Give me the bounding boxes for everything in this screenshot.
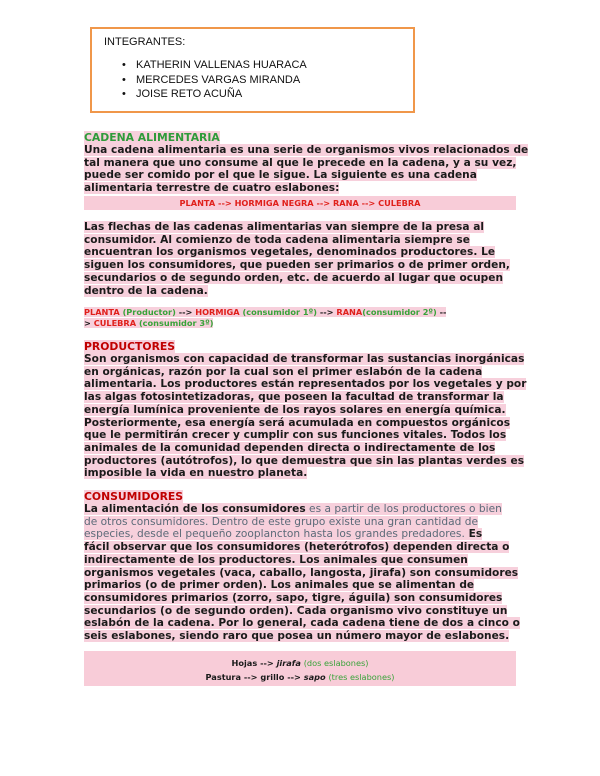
- text-line: que le permitirán crecer y cumplir con sus funciones vitales. Todos los: [84, 429, 507, 442]
- chain-consumidor1: (consumidor 1º): [242, 307, 317, 317]
- member-name: • KATHERIN VALLENAS HUARACA: [122, 58, 401, 73]
- text-line: La alimentación de los consumidores es a partir de los productores o bien: [84, 503, 502, 515]
- section-title-productores: PRODUCTORES: [84, 340, 176, 353]
- chain-consumidor2: (consumidor 2º): [362, 307, 437, 317]
- paragraph-consumidores: [84, 503, 520, 643]
- section-title-cadena: CADENA ALIMENTARIA: [84, 131, 220, 144]
- chain-productor: (Productor): [122, 307, 176, 317]
- example-row: Pastura --> grillo --> sapo (tres eslabones): [205, 672, 395, 682]
- text-line: Las flechas de las cadenas alimentarias van siempre de la presa al: [84, 221, 485, 233]
- chain-planta: PLANTA: [84, 307, 120, 317]
- text-line: tal manera que uno consume al que le precede en la cadena, y a su vez,: [84, 156, 517, 169]
- text-line: secundarios (o de segundo orden). Cada organismo vivo constituye un: [84, 604, 508, 617]
- food-chain-roles: PLANTA (Productor) --> HORMIGA (consumidor 1º) --> RANA(consumidor 2º) -- > CULEBRA (consumidor 3º): [84, 307, 447, 328]
- text-line: dentro de la cadena.: [84, 284, 208, 297]
- text-line: eslabón de la cadena. Por lo general, cada cadena tiene de dos a cinco o: [84, 617, 520, 630]
- chain-culebra: CULEBRA: [93, 318, 137, 328]
- member-name: • JOISE RETO ACUÑA: [122, 87, 401, 102]
- text-line: en orgánicas, razón por la cual son el primer eslabón de la cadena: [84, 365, 483, 378]
- paragraph-productores: [84, 353, 527, 480]
- paragraph-flechas: [84, 221, 516, 297]
- text-line: puede ser comido por el que le sigue. La siguiente es una cadena: [84, 169, 477, 182]
- text-line: consumidor. Al comienzo de toda cadena alimentaria siempre se: [84, 233, 470, 246]
- example-row: Hojas --> jirafa (dos eslabones): [231, 658, 369, 668]
- text-line: productores (autótrofos), lo que demuestra que sin las plantas verdes es: [84, 454, 525, 467]
- text-line: alimentaria. Los productores están representados por los vegetales y por: [84, 378, 527, 391]
- members-box: [90, 27, 415, 113]
- text-line: Posteriormente, esa energía será acumulada en compuestos orgánicos: [84, 416, 511, 429]
- text-line: animales de la comunidad dependen directa o indirectamente de los: [84, 441, 496, 454]
- text-line: las algas fotosintetizadoras, que poseen la facultad de transformar la: [84, 391, 504, 404]
- text-line: primarios (o de primer orden). Los animales que se alimentan de: [84, 579, 475, 592]
- text-line: indirectamente de los productores. Los animales que consumen: [84, 553, 468, 566]
- text-line: Son organismos con capacidad de transformar las sustancias inorgánicas: [84, 353, 525, 365]
- chain-rana: RANA: [336, 307, 363, 317]
- text-line: seis eslabones, siendo raro que posea un número mayor de eslabones.: [84, 630, 510, 643]
- text-line: consumidores primarios (zorro, sapo, tigre, águila) son consumidores: [84, 591, 503, 604]
- section-cadena: [84, 131, 529, 195]
- examples-box: [84, 651, 516, 686]
- members-heading: INTEGRANTES:: [104, 36, 186, 48]
- member-name: • MERCEDES VARGAS MIRANDA: [122, 73, 401, 88]
- text-line: siguen los consumidores, que pueden ser primarios o de primer orden,: [84, 259, 510, 272]
- text-line: energía lumínica proveniente de los rayos solares en energía química.: [84, 403, 506, 416]
- section-productores: [84, 340, 527, 480]
- chain-hormiga: HORMIGA: [195, 307, 240, 317]
- text-line: imposible la vida en nuestro planeta.: [84, 467, 308, 480]
- text-line: alimentaria terrestre de cuatro eslabones:: [84, 182, 340, 195]
- text-line: Una cadena alimentaria es una serie de organismos vivos relacionados de: [84, 144, 529, 156]
- food-chain-example: PLANTA --> HORMIGA NEGRA --> RANA --> CULEBRA: [84, 196, 516, 210]
- section-title-consumidores: CONSUMIDORES: [84, 490, 184, 503]
- text-line: especies, desde el pequeño zooplancton hasta los grandes predadores. Es: [84, 528, 483, 541]
- section-consumidores: [84, 490, 520, 643]
- text-line: encuentran los organismos vegetales, denominados productores. Le: [84, 246, 496, 259]
- section-flechas: [84, 221, 516, 297]
- members-list: [104, 58, 401, 102]
- paragraph-cadena: [84, 144, 529, 195]
- text-line: fácil observar que los consumidores (heterótrofos) dependen directa o: [84, 541, 510, 554]
- chain-consumidor3: (consumidor 3º): [138, 318, 214, 328]
- text-line: de otros consumidores. Dentro de este grupo existe una gran cantidad de: [84, 515, 479, 528]
- text-line: secundarios o de segundo orden, etc. de acuerdo al lugar que ocupen: [84, 271, 504, 284]
- text-line: organismos vegetales (vaca, caballo, langosta, jirafa) son consumidores: [84, 566, 519, 579]
